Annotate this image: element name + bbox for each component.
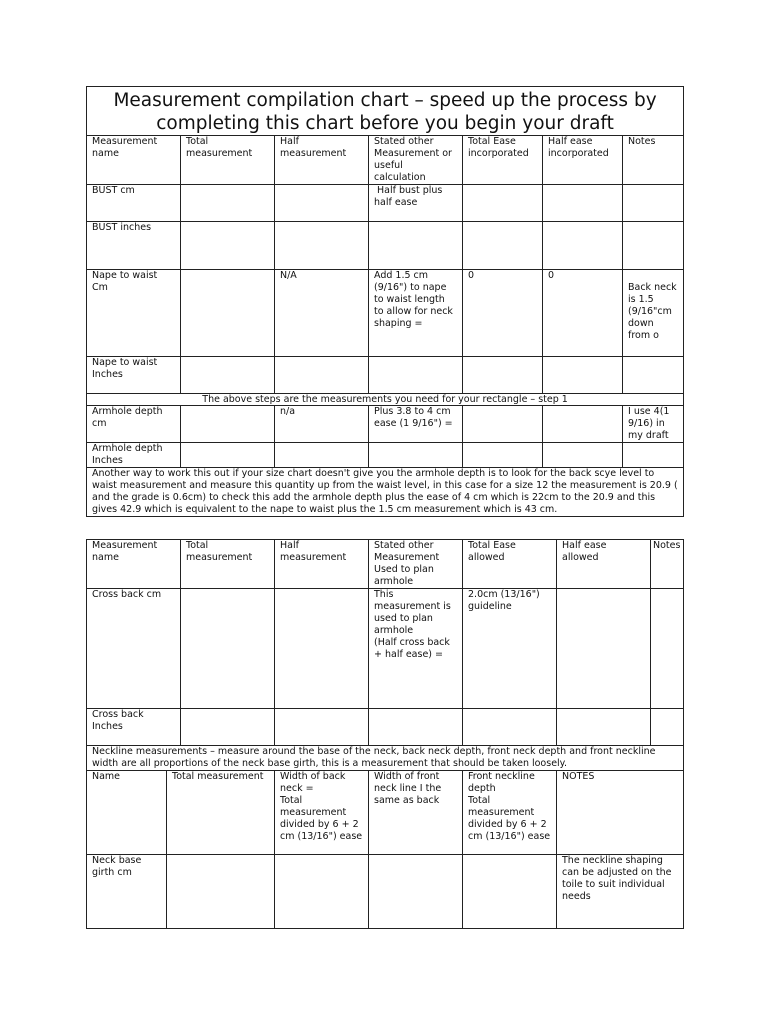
header-half-measurement: Half measurement [275, 136, 369, 185]
half-ease-cell: 0 [543, 270, 623, 357]
half-cell[interactable] [275, 443, 369, 468]
total-ease-cell[interactable] [463, 709, 557, 746]
total-ease-cell: 0 [463, 270, 543, 357]
header-measurement-name: Measurement name [87, 136, 181, 185]
header-front-neckline-depth: Front neckline depth Total measurement divided by 6 + 2 cm (13/16") ease [463, 771, 557, 855]
stated-cell[interactable] [369, 709, 463, 746]
half-cell[interactable] [275, 357, 369, 394]
chart-title: Measurement compilation chart – speed up the process by completing this chart before you begin your draft [87, 87, 684, 136]
header-total-ease: Total Ease incorporated [463, 136, 543, 185]
total-cell[interactable] [181, 222, 275, 270]
header-measurement-name: Measurement name [87, 540, 181, 589]
stated-cell: This measurement is used to plan armhole (Half cross back + half ease) = [369, 589, 463, 709]
half-cell: N/A [275, 270, 369, 357]
table-row [87, 406, 684, 443]
header-width-back-neck: Width of back neck = Total measurement divided by 6 + 2 cm (13/16") ease [275, 771, 369, 855]
row-label: Armhole depth Inches [87, 443, 181, 468]
table-row [87, 589, 684, 709]
measurement-compilation-table [86, 86, 684, 517]
row-label: Neck base girth cm [87, 855, 167, 929]
header-total-measurement: Total measurement [181, 136, 275, 185]
half-cell: n/a [275, 406, 369, 443]
row-label: Nape to waist Inches [87, 357, 181, 394]
half-ease-cell[interactable] [543, 443, 623, 468]
armhole-neckline-table [86, 539, 684, 929]
armhole-explanation: Another way to work this out if your size chart doesn't give you the armhole depth is to look for the back scye level to waist measurement and measure this quantity up from the waist level, in this case for a size 12 the measurement is 20.9 ( and the grade is 0.6cm) to check this add the armhole depth plus the ease of 4 cm which is 22cm to the 20.9 and this gives 42.9 which is equivalent to the nape to waist plus the 1.5 cm measurement which is 43 cm. [87, 468, 684, 517]
header-total-measurement: Total measurement [167, 771, 275, 855]
notes-cell[interactable] [623, 222, 684, 270]
row-label: Armhole depth cm [87, 406, 181, 443]
row-label: Cross back Inches [87, 709, 181, 746]
table-header-row [87, 136, 684, 185]
total-ease-cell[interactable] [463, 443, 543, 468]
total-ease-cell[interactable] [463, 185, 543, 222]
half-cell[interactable] [275, 589, 369, 709]
notes-cell[interactable] [651, 589, 684, 709]
header-notes: Notes [651, 540, 684, 589]
header-name: Name [87, 771, 167, 855]
header-half-ease: Half ease incorporated [543, 136, 623, 185]
stated-cell: Add 1.5 cm (9/16") to nape to waist length to allow for neck shaping = [369, 270, 463, 357]
table-row [87, 357, 684, 394]
row-label: Nape to waist Cm [87, 270, 181, 357]
total-cell[interactable] [167, 855, 275, 929]
row-label: BUST cm [87, 185, 181, 222]
front-neck-cell[interactable] [369, 855, 463, 929]
total-ease-cell[interactable] [463, 406, 543, 443]
header-width-front-neck: Width of front neck line I the same as back [369, 771, 463, 855]
neckline-note: Neckline measurements – measure around the base of the neck, back neck depth, front neck depth and front neckline width are all proportions of the neck base girth, this is a measurement that should be taken loosely. [87, 746, 684, 771]
notes-cell: The neckline shaping can be adjusted on the toile to suit individual needs [557, 855, 684, 929]
neckline-header-row [87, 771, 684, 855]
notes-cell: I use 4(1 9/16) in my draft [623, 406, 684, 443]
header-notes: NOTES [557, 771, 684, 855]
total-cell[interactable] [181, 589, 275, 709]
total-ease-cell[interactable] [463, 357, 543, 394]
table-row [87, 270, 684, 357]
half-ease-cell[interactable] [543, 222, 623, 270]
notes-cell: Back neck is 1.5 (9/16"cm down from o [623, 270, 684, 357]
half-ease-cell[interactable] [557, 589, 651, 709]
stated-cell[interactable] [369, 222, 463, 270]
notes-cell[interactable] [651, 709, 684, 746]
notes-cell[interactable] [623, 357, 684, 394]
total-cell[interactable] [181, 709, 275, 746]
header-stated-other: Stated other Measurement Used to plan armhole [369, 540, 463, 589]
total-ease-cell: 2.0cm (13/16") guideline [463, 589, 557, 709]
row-label: BUST inches [87, 222, 181, 270]
table-row [87, 443, 684, 468]
total-cell[interactable] [181, 270, 275, 357]
row-label: Cross back cm [87, 589, 181, 709]
front-depth-cell[interactable] [463, 855, 557, 929]
stated-cell[interactable] [369, 357, 463, 394]
total-cell[interactable] [181, 185, 275, 222]
header-total-ease: Total Ease allowed [463, 540, 557, 589]
table-header-row [87, 540, 684, 589]
header-stated-other: Stated other Measurement or useful calculation [369, 136, 463, 185]
stated-cell: Half bust plus half ease [369, 185, 463, 222]
half-cell[interactable] [275, 185, 369, 222]
header-half-ease: Half ease allowed [557, 540, 651, 589]
total-cell[interactable] [181, 406, 275, 443]
half-cell[interactable] [275, 709, 369, 746]
stated-cell[interactable] [369, 443, 463, 468]
half-ease-cell[interactable] [557, 709, 651, 746]
total-ease-cell[interactable] [463, 222, 543, 270]
stated-cell: Plus 3.8 to 4 cm ease (1 9/16") = [369, 406, 463, 443]
back-neck-cell[interactable] [275, 855, 369, 929]
half-ease-cell[interactable] [543, 357, 623, 394]
table-row [87, 222, 684, 270]
table-row [87, 709, 684, 746]
header-total-measurement: Total measurement [181, 540, 275, 589]
notes-cell[interactable] [623, 443, 684, 468]
notes-cell[interactable] [623, 185, 684, 222]
half-ease-cell[interactable] [543, 406, 623, 443]
total-cell[interactable] [181, 443, 275, 468]
header-half-measurement: Half measurement [275, 540, 369, 589]
half-ease-cell[interactable] [543, 185, 623, 222]
header-notes: Notes [623, 136, 684, 185]
step-note: The above steps are the measurements you need for your rectangle – step 1 [87, 394, 684, 406]
total-cell[interactable] [181, 357, 275, 394]
half-cell[interactable] [275, 222, 369, 270]
table-row [87, 185, 684, 222]
table-row [87, 855, 684, 929]
